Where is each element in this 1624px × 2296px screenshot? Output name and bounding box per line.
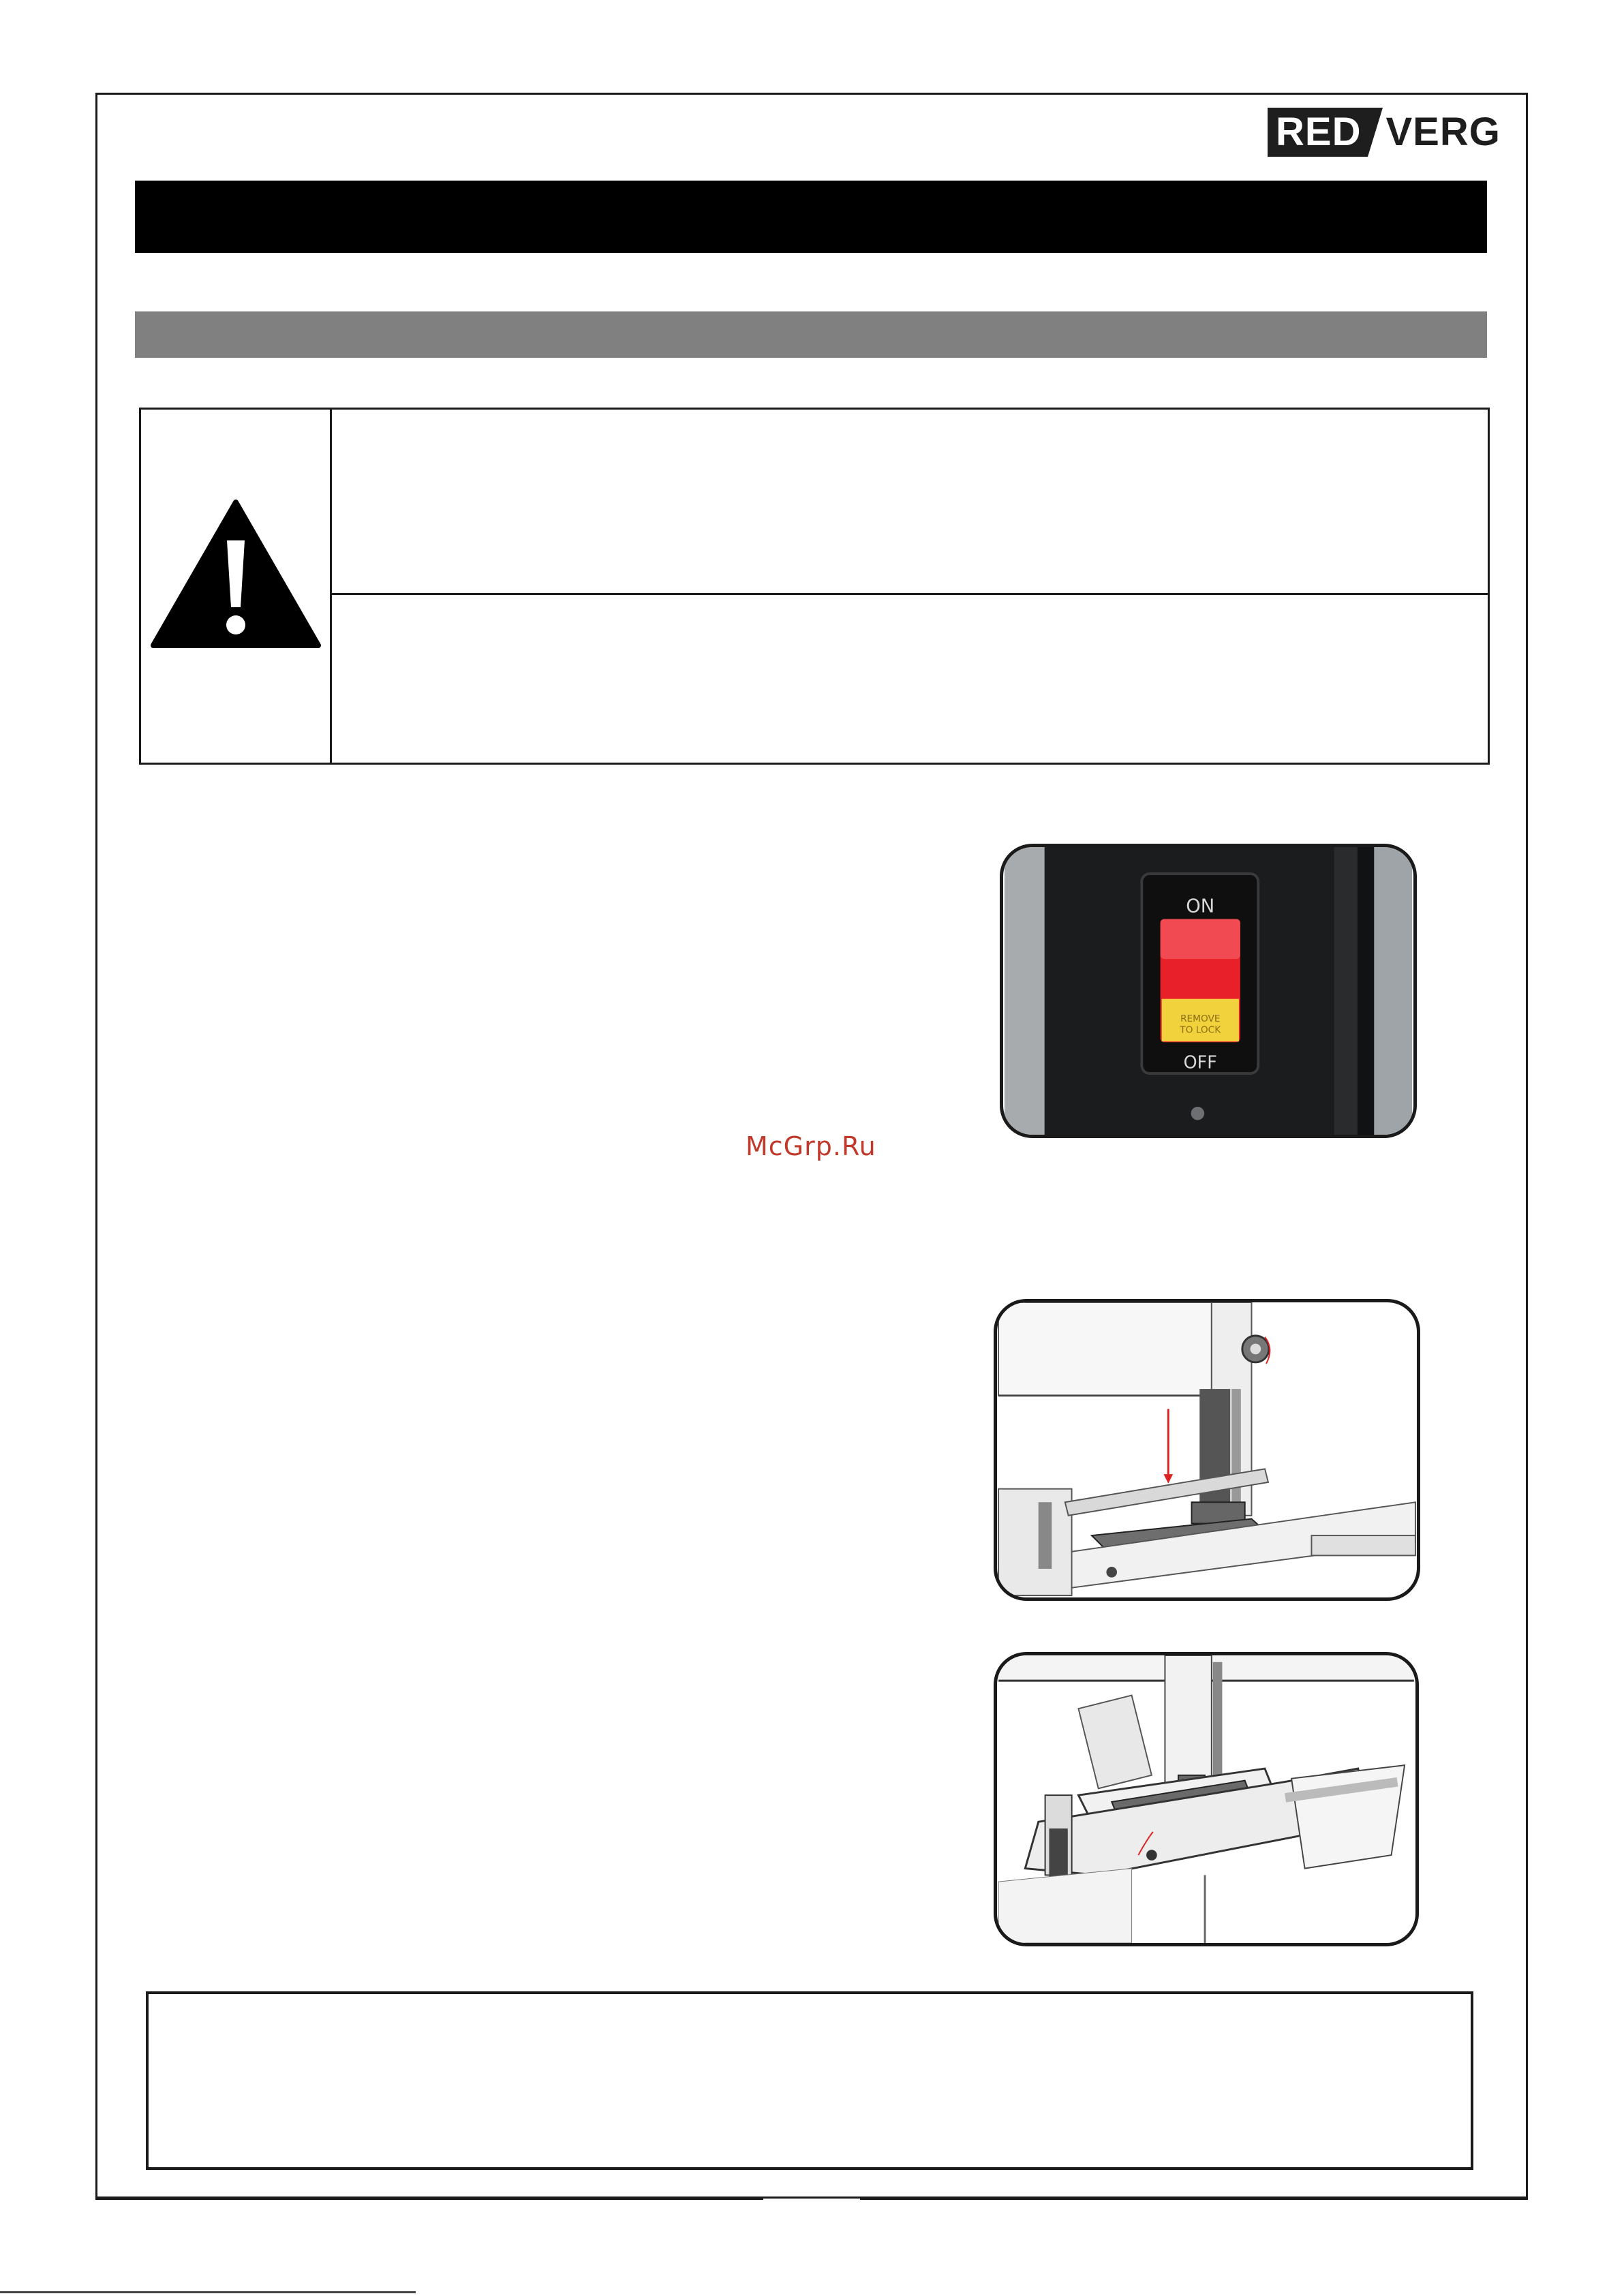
watermark-text: McGrp.Ru [746,1131,876,1161]
section-title-bar [135,181,1487,253]
table-illustration [994,1652,1419,1946]
warning-box [139,408,1490,765]
logo-red-part: RED [1268,108,1368,157]
redverg-logo [1268,108,1503,157]
bottom-rule [0,2291,416,2293]
key-label-remove: REMOVE [1180,1013,1221,1024]
subsection-title-bar [135,311,1487,358]
key-label-to-lock: TO LOCK [1180,1024,1221,1036]
blade-guide-illustration [994,1299,1420,1601]
note-box [146,1991,1473,2170]
switch-off-label: OFF [1183,1052,1217,1073]
footer-rule-right [860,2197,1528,2200]
warning-column-divider [330,410,332,763]
warning-triangle-icon [151,498,321,649]
warning-row-divider [330,593,1488,595]
footer-rule-left [95,2197,763,2200]
logo-verg-part: VERG [1385,110,1501,154]
switch-on-label: ON [1186,896,1215,917]
switch-photo [1000,844,1417,1138]
logo-slash [1368,108,1383,157]
